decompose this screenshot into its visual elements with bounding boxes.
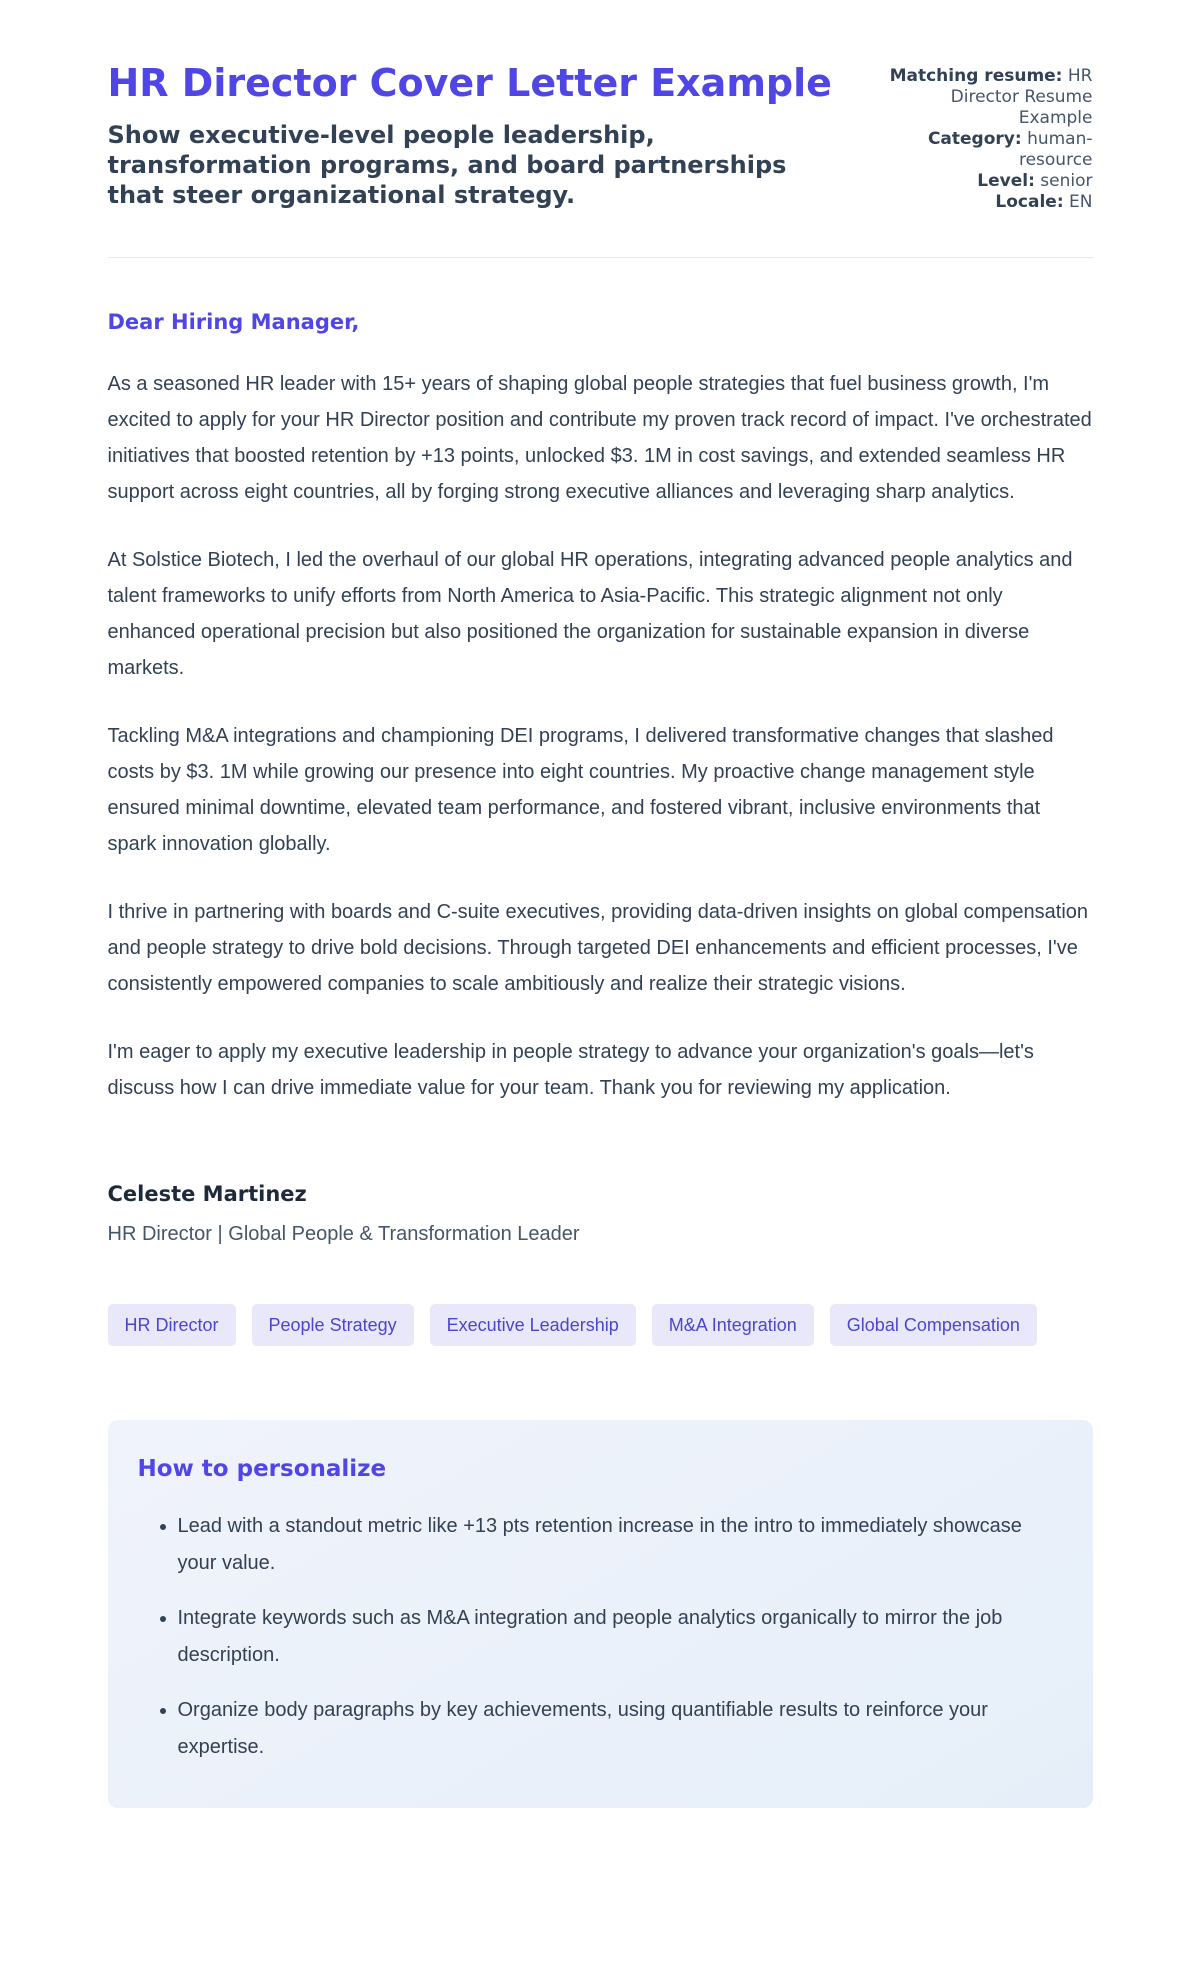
- resume-meta-block: [873, 62, 1093, 213]
- letter-paragraph: At Solstice Biotech, I led the overhaul of our global HR operations, integrating advanced people analytics and talent frameworks to unify efforts from North America to Asia-Pacific. This strategic alignment not only enhanced operational precision but also positioned the organization for sustainable expansion in diverse markets.: [107, 549, 1073, 679]
- tip-item: • Organize body paragraphs by key achievements, using quantifiable results to reinforce your expertise.: [178, 1692, 1063, 1766]
- letter-paragraph: Tackling M&A integrations and championing DEI programs, I delivered transformative changes that slashed costs by $3. 1M while growing our presence into eight countries. My proactive change management style ensured minimal downtime, elevated team performance, and fostered vibrant, inclusive environments that spark innovation globally.: [107, 725, 1054, 855]
- meta-label: Matching resume:: [889, 66, 1063, 86]
- letter-paragraph: As a seasoned HR leader with 15+ years of shaping global people strategies that fuel business growth, I'm excited to apply for your HR Director position and contribute my proven track record of impact. I've orchestrated initiatives that boosted retention by +13 points, unlocked $3. 1M in cost savings, and extended seamless HR support across eight countries, all by forging strong executive alliances and leveraging sharp analytics.: [107, 373, 1092, 503]
- page-container: [108, 0, 1093, 1878]
- meta-value: HR Director Resume Example: [950, 66, 1093, 128]
- tag-ma-integration[interactable]: M&A Integration: [652, 1304, 814, 1346]
- signature-name: Celeste Martinez: [107, 1182, 307, 1206]
- header-divider: [108, 257, 1093, 258]
- letter-greeting: Dear Hiring Manager,: [107, 310, 360, 334]
- meta-category: [873, 129, 1093, 171]
- tips-list: [138, 1508, 1063, 1766]
- tip-item: • Integrate keywords such as M&A integration and people analytics organically to mirror the job description.: [178, 1600, 1063, 1674]
- page-title: HR Director Cover Letter Example: [107, 61, 832, 105]
- meta-value: senior: [1040, 171, 1093, 191]
- tag-global-compensation[interactable]: Global Compensation: [830, 1304, 1037, 1346]
- meta-label: Level:: [977, 171, 1035, 191]
- meta-level: [873, 171, 1093, 192]
- header-title-block: [108, 62, 848, 210]
- signature-role: HR Director | Global People & Transformation Leader: [107, 1223, 580, 1245]
- meta-label: Category:: [927, 129, 1022, 149]
- tips-title: How to personalize: [137, 1456, 387, 1482]
- keyword-tags: [108, 1304, 1093, 1346]
- meta-value: human-resource: [1018, 129, 1093, 170]
- how-to-personalize-box: [108, 1420, 1093, 1808]
- page-subtitle: Show executive-level people leadership, transformation programs, and board partnerships that steer organizational strategy.: [107, 120, 787, 209]
- page-header: [108, 62, 1093, 213]
- cover-letter-body: [108, 310, 1093, 1246]
- tag-people-strategy[interactable]: People Strategy: [252, 1304, 414, 1346]
- tag-hr-director[interactable]: HR Director: [108, 1304, 236, 1346]
- meta-locale: [873, 192, 1093, 213]
- meta-value: EN: [1069, 192, 1093, 212]
- meta-label: Locale:: [995, 192, 1064, 212]
- letter-paragraph: I thrive in partnering with boards and C-suite executives, providing data-driven insights on global compensation and people strategy to drive bold decisions. Through targeted DEI enhancements and efficient processes, I've consistently empowered companies to scale ambitiously and realize their strategic visions.: [107, 901, 1089, 995]
- meta-matching-resume: [873, 66, 1093, 129]
- letter-paragraph: I'm eager to apply my executive leadership in people strategy to advance your organization's goals—let's discuss how I can drive immediate value for your team. Thank you for reviewing my application.: [107, 1041, 1034, 1099]
- tip-item: • Lead with a standout metric like +13 pts retention increase in the intro to immediately showcase your value.: [178, 1508, 1063, 1582]
- tag-executive-leadership[interactable]: Executive Leadership: [430, 1304, 636, 1346]
